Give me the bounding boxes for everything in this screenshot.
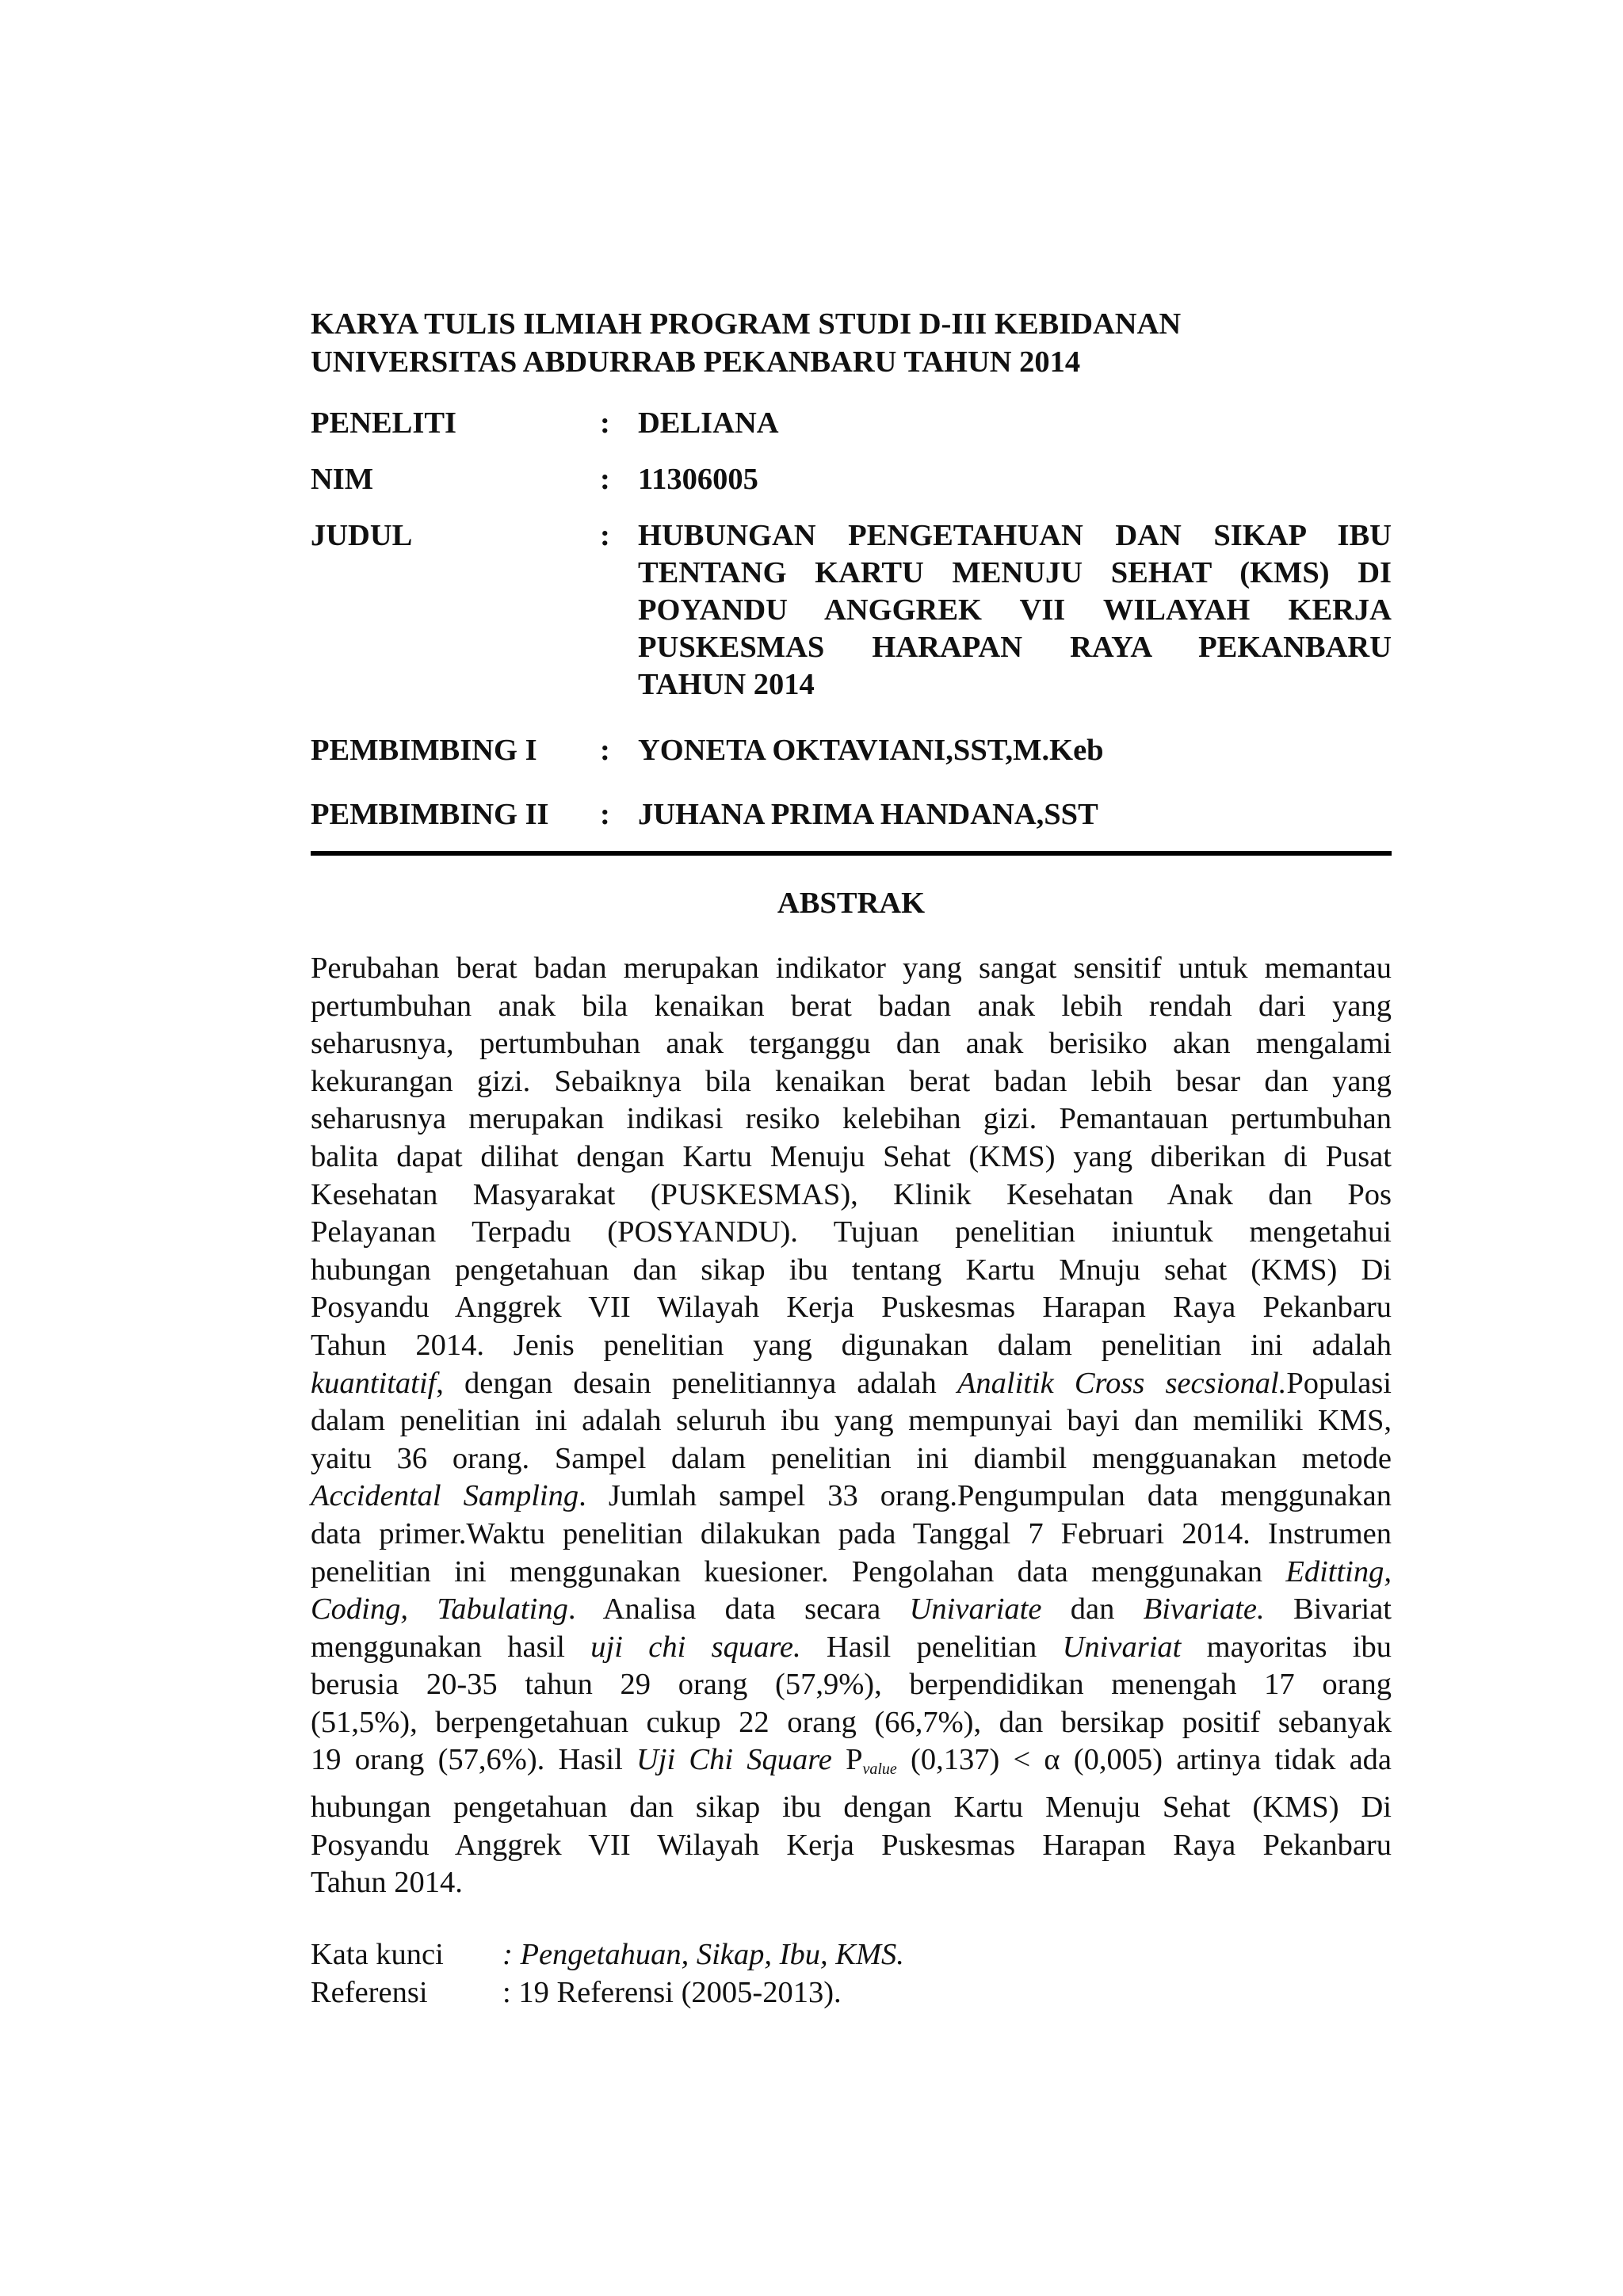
abstract-line: yaitu 36 orang. Sampel dalam penelitian ini diambil mengguanakan metode [311, 1441, 1392, 1475]
p-value-subscript: value [862, 1760, 897, 1779]
keywords-row [311, 1936, 1392, 1974]
abstract-line: hubungan pengetahuan dan sikap ibu tentang Kartu Mnuju sehat (KMS) Di [311, 1253, 1392, 1287]
pembimbing-2-value: JUHANA PRIMA HANDANA,SST [638, 798, 1098, 831]
colon: : [600, 519, 610, 552]
abstract-line: berusia 20-35 tahun 29 orang (57,9%), berpendidikan menengah 17 orang [311, 1668, 1392, 1702]
meta-row-pembimbing-2 [311, 796, 1392, 833]
colon: : [600, 798, 610, 831]
references-row [311, 1974, 1392, 2012]
abstract-line: Kesehatan Masyarakat (PUSKESMAS), Klinik Kesehatan Anak dan Pos [311, 1177, 1392, 1211]
abstract-line: Posyandu Anggrek VII Wilayah Kerja Puskesmas Harapan Raya Pekanbaru [311, 1828, 1392, 1862]
judul-line: TAHUN 2014 [638, 668, 815, 701]
nim-label: NIM [311, 463, 374, 496]
section-divider [311, 851, 1392, 856]
peneliti-label: PENELITI [311, 406, 457, 440]
header-line-2: UNIVERSITAS ABDURRAB PEKANBARU TAHUN 2014 [311, 345, 1081, 379]
abstract-line: Tahun 2014. Jenis penelitian yang digunakan dalam penelitian ini adalah [311, 1328, 1392, 1362]
italic-term: Bivariate. [1143, 1592, 1265, 1627]
peneliti-value: DELIANA [638, 406, 779, 440]
abstract-line: 19 orang (57,6%). Hasil Uji Chi Square $P_{value}$ (0,137) < α (0,005) artinya tidak ada [311, 1743, 1392, 1779]
abstract-line: Accidental Sampling. Jumlah sampel 33 orang.Pengumpulan data menggunakan [311, 1479, 1392, 1513]
nim-value: 11306005 [638, 463, 758, 496]
colon: : [600, 734, 610, 767]
keywords-value: : Pengetahuan, Sikap, Ibu, KMS. [502, 1937, 904, 1971]
judul-line: PUSKESMAS HARAPAN RAYA PEKANBARU [638, 631, 1392, 664]
keywords-block [311, 1936, 1392, 2012]
abstract-line: penelitian ini menggunakan kuesioner. Pengolahan data menggunakan Editting, [311, 1554, 1392, 1589]
header-line-1: KARYA TULIS ILMIAH PROGRAM STUDI D-III KEBIDANAN [311, 307, 1182, 341]
abstract-line: kuantitatif, dengan desain penelitiannya adalah Analitik Cross secsional.Populasi [311, 1366, 1392, 1400]
abstract-line: Coding, Tabulating. Analisa data secara Univariate dan Bivariate. Bivariat [311, 1592, 1392, 1627]
meta-row-peneliti [311, 405, 1392, 442]
abstract-line: Perubahan berat badan merupakan indikator yang sangat sensitif untuk memantau [311, 952, 1392, 985]
pembimbing-1-label: PEMBIMBING I [311, 734, 537, 767]
meta-row-pembimbing-1 [311, 732, 1392, 769]
abstract-title: ABSTRAK [777, 887, 926, 920]
abstract-line: seharusnya merupakan indikasi resiko kelebihan gizi. Pemantauan pertumbuhan [311, 1102, 1392, 1136]
italic-term: Editting, [1285, 1554, 1392, 1589]
abstract-line: data primer.Waktu penelitian dilakukan pada Tanggal 7 Februari 2014. Instrumen [311, 1516, 1392, 1550]
abstract-line: seharusnya, pertumbuhan anak terganggu dan anak berisiko akan mengalami [311, 1027, 1392, 1061]
abstract-body [311, 950, 1392, 1902]
judul-line: TENTANG KARTU MENUJU SEHAT (KMS) DI [638, 556, 1392, 589]
abstract-line: Posyandu Anggrek VII Wilayah Kerja Puskesmas Harapan Raya Pekanbaru [311, 1291, 1392, 1325]
italic-term: kuantitatif [311, 1366, 437, 1400]
abstract-line: balita dapat dilihat dengan Kartu Menuju Sehat (KMS) yang diberikan di Pusat [311, 1139, 1392, 1173]
abstract-line: (51,5%), berpengetahuan cukup 22 orang (66,7%), dan bersikap positif sebanyak [311, 1705, 1392, 1739]
colon: : [600, 406, 610, 440]
pembimbing-2-label: PEMBIMBING II [311, 798, 549, 831]
metadata-block [311, 405, 1392, 833]
judul-value [638, 517, 1392, 704]
italic-term: Analitik Cross secsional. [957, 1366, 1287, 1400]
italic-term: Coding, Tabulating [311, 1592, 568, 1627]
judul-label: JUDUL [311, 519, 413, 552]
references-value: : 19 Referensi (2005-2013). [502, 1975, 842, 2009]
abstract-line: Tahun 2014. [311, 1866, 463, 1900]
abstract-line: hubungan pengetahuan dan sikap ibu dengan Kartu Menuju Sehat (KMS) Di [311, 1791, 1392, 1825]
judul-line: HUBUNGAN PENGETAHUAN DAN SIKAP IBU [638, 519, 1392, 552]
meta-row-nim [311, 461, 1392, 498]
italic-term: Univariate [909, 1592, 1042, 1627]
abstract-line: kekurangan gizi. Sebaiknya bila kenaikan berat badan lebih besar dan yang [311, 1064, 1392, 1098]
judul-line: POYANDU ANGGREK VII WILAYAH KERJA [638, 593, 1392, 627]
document-page [311, 305, 1392, 2012]
colon: : [600, 463, 610, 496]
keywords-label: Kata kunci [311, 1937, 444, 1971]
italic-term: Uji Chi Square [636, 1743, 832, 1777]
italic-term: uji chi square. [590, 1630, 801, 1664]
italic-term: Accidental Sampling [311, 1479, 579, 1513]
abstract-line: pertumbuhan anak bila kenaikan berat badan anak lebih rendah dari yang [311, 989, 1392, 1023]
abstract-line: menggunakan hasil uji chi square. Hasil penelitian Univariat mayoritas ibu [311, 1630, 1392, 1664]
abstract-line: Pelayanan Terpadu (POSYANDU). Tujuan penelitian iniuntuk mengetahui [311, 1215, 1392, 1249]
meta-row-judul [311, 517, 1392, 704]
pembimbing-1-value: YONETA OKTAVIANI,SST,M.Keb [638, 734, 1104, 767]
abstract-line: dalam penelitian ini adalah seluruh ibu yang mempunyai bayi dan memiliki KMS, [311, 1404, 1392, 1438]
italic-term: Univariat [1062, 1630, 1182, 1664]
references-label: Referensi [311, 1975, 428, 2009]
